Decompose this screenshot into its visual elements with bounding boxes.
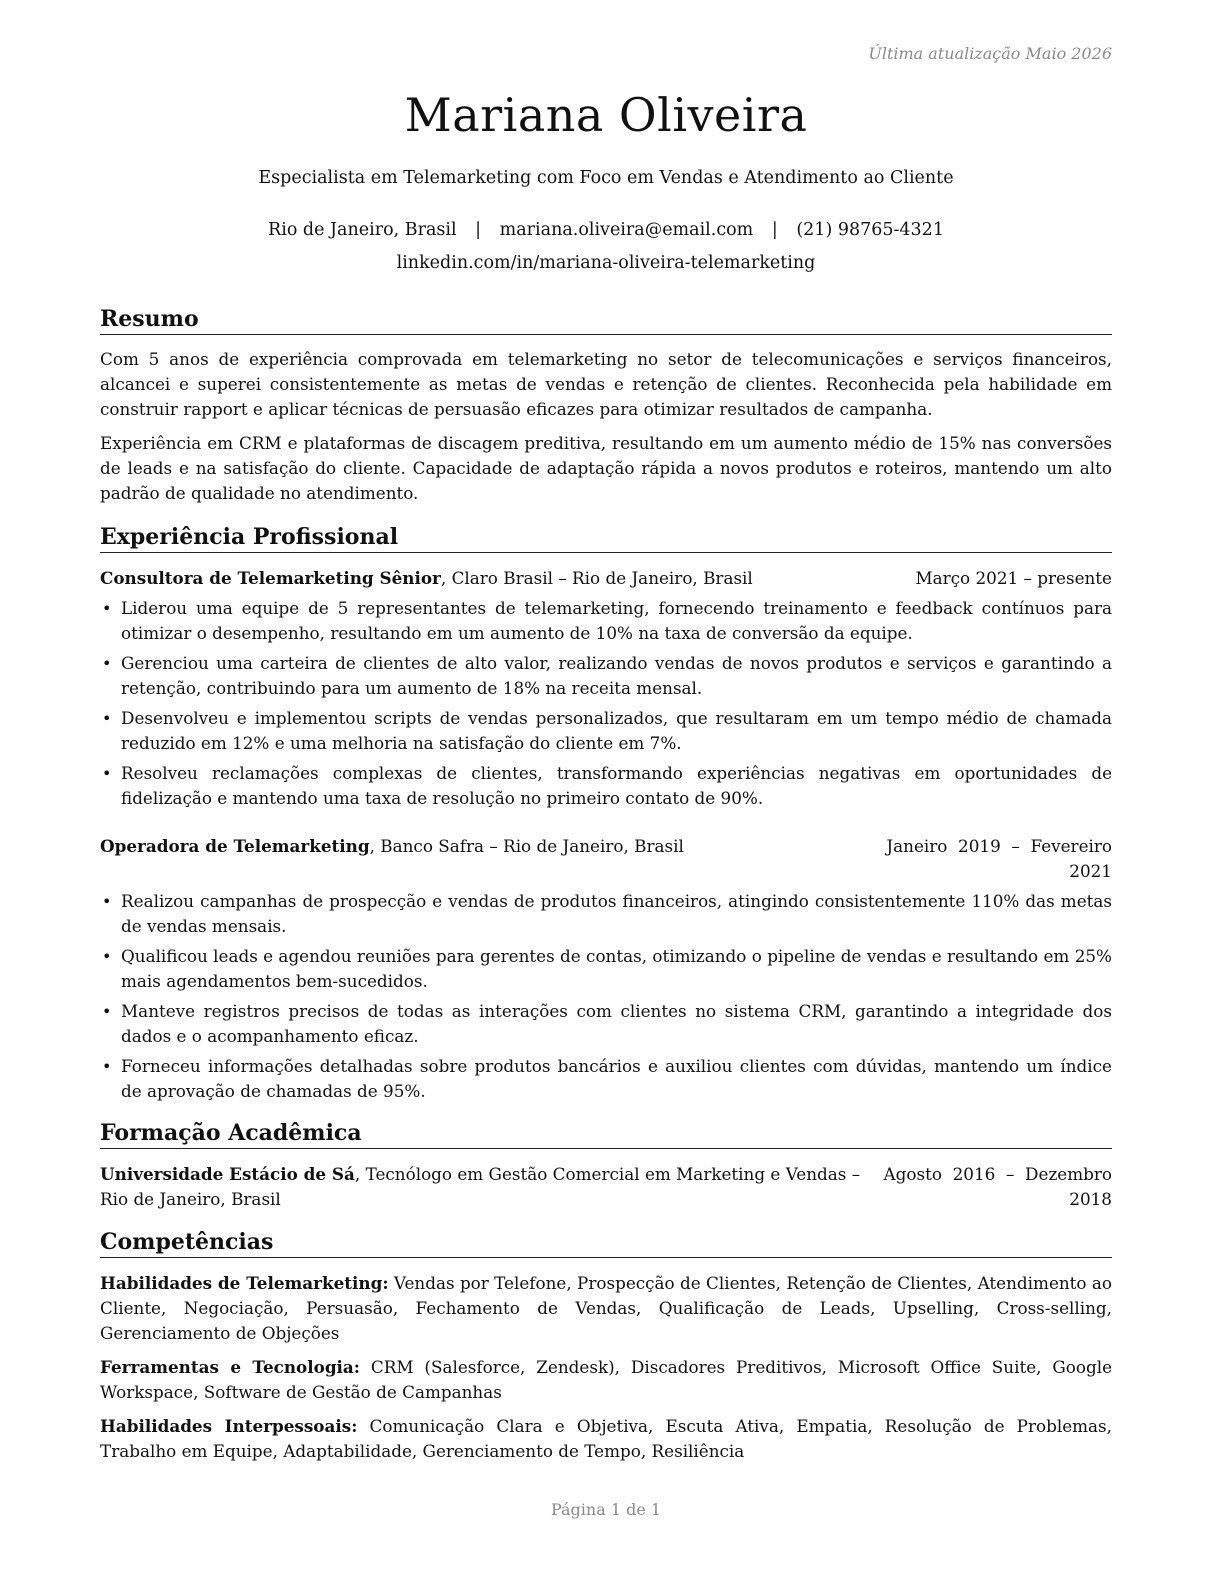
section-title-skills: Competências xyxy=(100,1228,1112,1258)
resume-page xyxy=(100,0,1112,1584)
education-dates xyxy=(884,1162,1112,1212)
education-dates-line2: 2018 xyxy=(1069,1189,1112,1209)
job-dates-line2: 2021 xyxy=(1069,861,1112,881)
list-item xyxy=(100,706,1112,756)
job-bullets xyxy=(100,889,1112,1109)
bullet-text: Gerenciou uma carteira de clientes de alto valor, realizando vendas de novos produtos e serviços e garantindo a retenção, contribuindo para um aumento de 18% na receita mensal. xyxy=(121,653,1112,698)
bullet-text: Realizou campanhas de prospecção e vendas de produtos financeiros, atingindo consistentemente 110% das metas de vendas mensais. xyxy=(121,891,1112,936)
list-item xyxy=(100,1054,1112,1104)
contact-linkedin[interactable]: linkedin.com/in/mariana-oliveira-telemarketing xyxy=(396,253,816,273)
last-updated: Última atualização Maio 2026 xyxy=(868,44,1112,63)
education-school: Universidade Estácio de Sá xyxy=(100,1164,355,1184)
job-role: Operadora de Telemarketing xyxy=(100,836,370,856)
contact-phone[interactable]: (21) 98765-4321 xyxy=(796,220,944,240)
job-company: , Claro Brasil – Rio de Janeiro, Brasil xyxy=(440,568,753,588)
skill-label: Habilidades Interpessoais: xyxy=(100,1416,358,1436)
list-item xyxy=(100,651,1112,701)
contact-separator: | xyxy=(771,220,778,240)
bullet-text: Manteve registros precisos de todas as interações com clientes no sistema CRM, garantindo a integridade dos dados e o acompanhamento eficaz. xyxy=(121,1001,1112,1046)
bullet-text: Liderou uma equipe de 5 representantes de telemarketing, fornecendo treinamento e feedback contínuos para otimizar o desempenho, resultando em um aumento de 10% na taxa de conversão da equipe. xyxy=(121,598,1112,643)
section-title-summary: Resumo xyxy=(100,305,1112,335)
page-number: Página 1 de 1 xyxy=(550,1500,662,1519)
bullet-text: Desenvolveu e implementou scripts de vendas personalizados, que resultaram em um tempo médio de chamada reduzido em 12% e uma melhoria na satisfação do cliente em 7%. xyxy=(121,708,1112,753)
job-role: Consultora de Telemarketing Sênior xyxy=(100,568,441,588)
bullet-icon: • xyxy=(102,654,112,673)
candidate-name: Mariana Oliveira xyxy=(404,88,808,142)
bullet-icon: • xyxy=(102,1002,112,1021)
job-dates xyxy=(886,834,1112,884)
skill-label: Habilidades de Telemarketing: xyxy=(100,1273,389,1293)
skill-label: Ferramentas e Tecnologia: xyxy=(100,1357,360,1377)
headline: Especialista em Telemarketing com Foco em Vendas e Atendimento ao Cliente xyxy=(258,168,954,188)
summary-paragraph: Experiência em CRM e plataformas de discagem preditiva, resultando em um aumento médio de 15% nas conversões de leads e na satisfação do cliente. Capacidade de adaptação rápida a novos produtos e roteiros, mantendo um alto padrão de qualidade no atendimento. xyxy=(100,433,1112,503)
list-item xyxy=(100,999,1112,1049)
section-title-education: Formação Acadêmica xyxy=(100,1119,1112,1149)
skill-text: Comunicação Clara e Objetiva, Escuta Ativa, Empatia, Resolução de Problemas, Trabalho em Equipe, Adaptabilidade, Gerenciamento de Tempo, Resiliência xyxy=(100,1416,1113,1461)
education-entry xyxy=(100,1162,1112,1212)
skill-text: CRM (Salesforce, Zendesk), Discadores Preditivos, Microsoft Office Suite, Google Workspace, Software de Gestão de Campanhas xyxy=(100,1357,1112,1402)
list-item xyxy=(100,596,1112,646)
list-item xyxy=(100,889,1112,939)
bullet-icon: • xyxy=(102,1057,112,1076)
list-item xyxy=(100,761,1112,811)
job-header xyxy=(100,566,1112,591)
education-dates-line1: Agosto 2016 – Dezembro xyxy=(883,1164,1112,1184)
bullet-icon: • xyxy=(102,764,112,783)
contact-location: Rio de Janeiro, Brasil xyxy=(268,220,457,240)
contact-separator: | xyxy=(475,220,482,240)
job-company: , Banco Safra – Rio de Janeiro, Brasil xyxy=(369,836,684,856)
bullet-text: Qualificou leads e agendou reuniões para gerentes de contas, otimizando o pipeline de vendas e resultando em 25% mais agendamentos bem-sucedidos. xyxy=(121,946,1112,991)
job-dates-line1: Janeiro 2019 – Fevereiro xyxy=(886,836,1112,856)
bullet-icon: • xyxy=(102,599,112,618)
skill-text: Vendas por Telefone, Prospecção de Clientes, Retenção de Clientes, Atendimento ao Cliente, Negociação, Persuasão, Fechamento de Vendas, Qualificação de Leads, Upselling, Cross-selling, Gerenciamento de Objeções xyxy=(100,1273,1112,1343)
skill-group xyxy=(100,1271,1112,1346)
bullet-icon: • xyxy=(102,709,112,728)
bullet-icon: • xyxy=(102,947,112,966)
education-degree: , Tecnólogo em Gestão Comercial em Marketing e Vendas – xyxy=(354,1164,861,1184)
bullet-text: Forneceu informações detalhadas sobre produtos bancários e auxiliou clientes com dúvidas, mantendo um índice de aprovação de chamadas de 95%. xyxy=(121,1056,1112,1101)
job-dates: Março 2021 – presente xyxy=(915,568,1112,588)
list-item xyxy=(100,944,1112,994)
bullet-text: Resolveu reclamações complexas de clientes, transformando experiências negativas em oportunidades de fidelização e mantendo uma taxa de resolução no primeiro contato de 90%. xyxy=(121,763,1112,808)
education-location: Rio de Janeiro, Brasil xyxy=(100,1189,281,1209)
job-header xyxy=(100,834,1112,881)
bullet-icon: • xyxy=(102,892,112,911)
skill-group xyxy=(100,1355,1112,1405)
section-title-experience: Experiência Profissional xyxy=(100,523,1112,553)
summary-paragraph: Com 5 anos de experiência comprovada em telemarketing no setor de telecomunicações e serviços financeiros, alcancei e superei consistentemente as metas de vendas e retenção de clientes. Reconhecida pela habilidade em construir rapport e aplicar técnicas de persuasão eficazes para otimizar resultados de campanha. xyxy=(100,349,1112,419)
contact-email[interactable]: mariana.oliveira@email.com xyxy=(499,220,754,240)
skill-group xyxy=(100,1414,1112,1464)
job-bullets xyxy=(100,596,1112,816)
contact-line xyxy=(100,220,1112,240)
